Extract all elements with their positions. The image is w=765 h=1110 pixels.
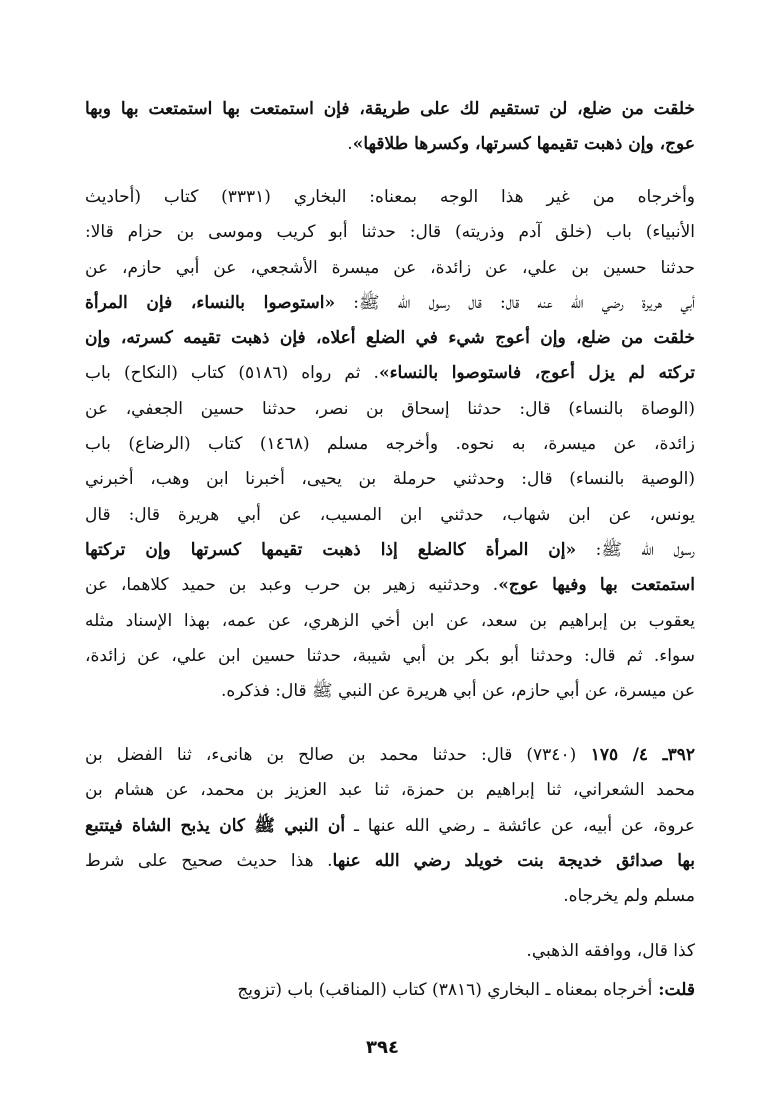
bold-text-segment: تركته لم يزل أعوج، فاستوصوا بالنساء»: [378, 363, 695, 384]
text-segment: زائدة، عن ميسرة، به نحوه. وأخرجه مسلم (١٤٦٨) كتاب (الرضاع) باب: [85, 434, 695, 455]
text-segment: (٧٣٤٠) قال: حدثنا محمد بن صالح بن هانىء، ثنا الفضل بن: [85, 745, 577, 765]
page-number: ٣٩٤: [366, 1037, 399, 1058]
text-segment: يونس، عن ابن شهاب، حدثني ابن المسيب، عن أبي هريرة قال: قال: [85, 504, 695, 525]
bold-text-segment: ٣٩٢ـ ٤/ ١٧٥: [576, 745, 695, 765]
bold-text-segment: استمتعت بها وفيها عوج»: [498, 575, 695, 596]
text-line: [85, 392, 695, 427]
text-segment: . هذا حديث صحيح على شرط: [85, 850, 333, 871]
paragraph-qultu-note: [85, 973, 695, 1008]
bold-text-segment: «استوصوا بالنساء، فإن المرأة: [85, 292, 336, 313]
text-segment: عن ميسرة، عن أبي حازم، عن أبي هريرة عن النبي ﷺ قال: فذكره.: [221, 681, 695, 702]
text-line: [85, 462, 695, 497]
bold-text-segment: خلقت من ضلع، لن تستقيم لك على طريقة، فإن استمتعت بها استمتعت بها وبها: [85, 99, 695, 119]
text-line: [85, 533, 695, 568]
paragraph-hadith-continuation: [85, 92, 695, 163]
text-segment: كذا قال، ووافقه الذهبي.: [526, 941, 695, 961]
text-line: [85, 498, 695, 533]
bold-text-segment: بها صدائق خديجة بنت خويلد رضي الله عنها: [332, 850, 695, 871]
text-segment: حدثنا حسين بن علي، عن زائدة، عن ميسرة الأشجعي، عن أبي حازم، عن: [85, 257, 695, 278]
text-line: [85, 973, 695, 1008]
text-line: [85, 180, 695, 215]
paragraph-hadith-392: [85, 738, 695, 914]
bold-text-segment: «إن المرأة كالضلع إذا ذهبت تقيمها كسرتها وإن تركتها: [85, 539, 577, 560]
text-line: [85, 215, 695, 250]
text-line: [85, 251, 695, 286]
text-segment: (الوصية بالنساء) قال: وحدثني حرملة بن يحيى، أخبرنا ابن وهب، أخبرني: [85, 469, 695, 490]
text-line: [85, 738, 695, 773]
text-segment: محمد الشعراني، ثنا إبراهيم بن حمزة، ثنا عبد العزيز بن محمد، عن هشام بن: [85, 780, 695, 801]
paragraph-dhahabi-note: [85, 934, 695, 969]
text-line: [85, 568, 695, 603]
paragraph-bukhari-muslim-takhrij: [85, 180, 695, 709]
bold-text-segment: أن النبي ﷺ كان يذبح الشاة فيتتبع: [85, 815, 346, 836]
text-line: [85, 127, 695, 162]
text-segment: أبي هريرة رضي الله عنه قال: قال رسول الله ﷺ:: [335, 292, 695, 313]
text-line: [85, 286, 695, 321]
text-line: [85, 604, 695, 639]
text-line: [85, 639, 695, 674]
text-segment: الأنبياء) باب (خلق آدم وذريته) قال: حدثنا أبو كريب وموسى بن حزام قالا:: [85, 222, 695, 243]
text-segment: رسول الله ﷺ:: [576, 539, 695, 560]
text-line: [85, 427, 695, 462]
text-segment: أخرجاه بمعناه ـ البخاري (٣٨١٦) كتاب (المناقب) باب (تزويج: [237, 980, 653, 1000]
text-segment: سواء. ثم قال: وحدثنا أبو بكر بن أبي شيبة، حدثنا حسين ابن علي، عن زائدة،: [85, 645, 695, 666]
text-segment: عروة، عن أبيه، عن عائشة ـ رضي الله عنها ـ: [345, 815, 695, 836]
text-line: [85, 934, 695, 969]
text-segment: وأخرجاه من غير هذا الوجه بمعناه: البخاري (٣٣٣١) كتاب (أحاديث: [85, 187, 695, 207]
text-line: [85, 356, 695, 391]
bold-text-segment: خلقت من ضلع، وإن أعوج شيء في الضلع أعلاه، فإن ذهبت تقيمه كسرته، وإن: [85, 328, 695, 349]
bold-text-segment: قلت:: [652, 980, 695, 1000]
text-segment: مسلم ولم يخرجاه.: [563, 886, 695, 907]
text-line: [85, 92, 695, 127]
text-line: [85, 674, 695, 709]
text-segment: . وحدثنيه زهير بن حرب وعبد بن حميد كلاهما، عن: [85, 575, 499, 596]
text-line: [85, 844, 695, 879]
text-line: [85, 879, 695, 914]
text-segment: .: [347, 134, 353, 155]
text-line: [85, 809, 695, 844]
text-segment: (الوصاة بالنساء) قال: حدثنا إسحاق بن نصر، حدثنا حسين الجعفي، عن: [85, 398, 695, 419]
bold-text-segment: عوج، وإن ذهبت تقيمها كسرتها، وكسرها طلاقها»: [352, 134, 695, 155]
text-line: [85, 773, 695, 808]
text-line: [85, 321, 695, 356]
text-segment: . ثم رواه (٥١٨٦) كتاب (النكاح) باب: [85, 363, 379, 384]
text-segment: يعقوب بن إبراهيم بن سعد، عن ابن أخي الزهري، عن عمه، بهذا الإسناد مثله: [85, 610, 695, 631]
